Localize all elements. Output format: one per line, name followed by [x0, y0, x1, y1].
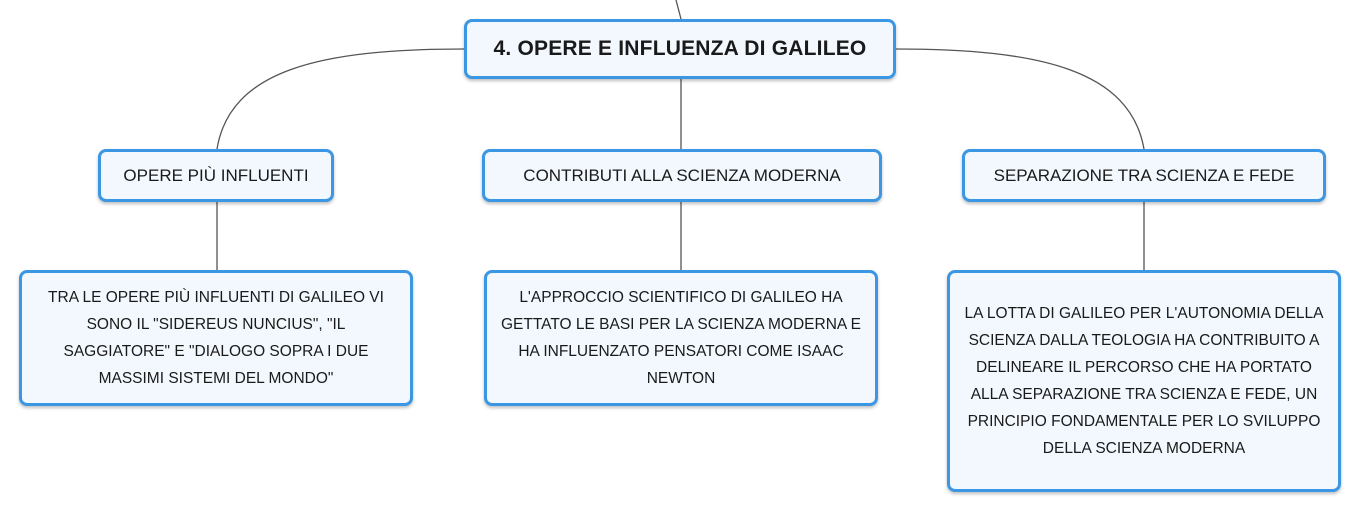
topic-node-title: SEPARAZIONE TRA SCIENZA E FEDE [993, 165, 1295, 185]
topic-node-opere-influenti[interactable] [98, 149, 334, 202]
connector-root-to-topic-3 [896, 49, 1144, 149]
root-node-title: 4. OPERE E INFLUENZA DI GALILEO [493, 37, 867, 60]
detail-node-contributi-scienza[interactable] [484, 270, 878, 406]
topic-node-title: CONTRIBUTI ALLA SCIENZA MODERNA [523, 165, 841, 185]
detail-node-separazione-scienza-fede[interactable] [947, 270, 1341, 492]
topic-node-contributi-scienza[interactable] [482, 149, 882, 202]
detail-node-opere-influenti[interactable] [19, 270, 413, 406]
topic-node-title: OPERE PIÙ INFLUENTI [123, 165, 309, 185]
connector-root-to-topic-1 [217, 49, 464, 149]
detail-node-text: L'APPROCCIO SCIENTIFICO DI GALILEO HA GETTATO LE BASI PER LA SCIENZA MODERNA E HA INFLUENZATO PENSATORI COME ISAAC NEWTON [500, 289, 862, 387]
detail-node-text: TRA LE OPERE PIÙ INFLUENTI DI GALILEO VI SONO IL "SIDEREUS NUNCIUS", "IL SAGGIATORE" E "DIALOGO SOPRA I DUE MASSIMI SISTEMI DEL MONDO" [48, 289, 384, 387]
detail-node-text: LA LOTTA DI GALILEO PER L'AUTONOMIA DELLA SCIENZA DALLA TEOLOGIA HA CONTRIBUITO A DELINEARE IL PERCORSO CHE HA PORTATO ALLA SEPARAZIONE TRA SCIENZA E FEDE, UN PRINCIPIO FONDAMENTALE PER LO SVILUPPO DELLA SCIENZA MODERNA [964, 305, 1324, 457]
connector-parent-to-root [676, 0, 681, 19]
topic-node-separazione-scienza-fede[interactable] [962, 149, 1326, 202]
root-node[interactable] [464, 19, 896, 79]
